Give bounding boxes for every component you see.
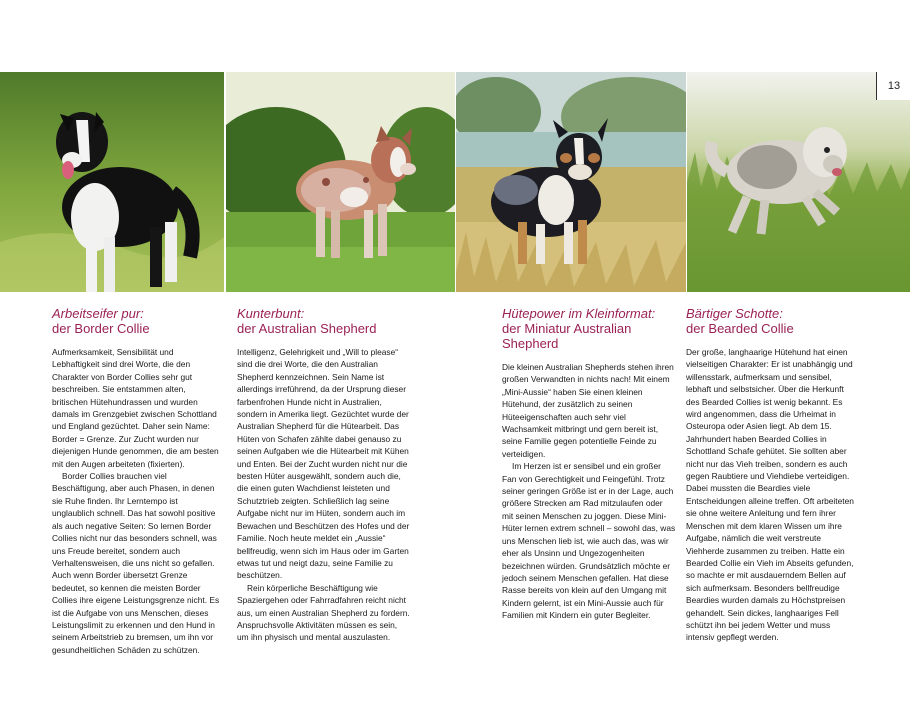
page-number: 13 xyxy=(876,72,910,100)
paragraph: Aufmerksamkeit, Sensibilität und Lebhaftigkeit sind drei Worte, die den Charakter von Border Collies sehr gut beschreiben. Sie entstammen alten, britischen Hütehundrassen und wurden damals im Grenzgebiet zwischen Schottland und England gezüchtet. Daher sein Name: Border = Grenze. Zur Zucht wurden nur diejenigen Hunde genommen, die am besten mit den Augen arbeiteten (fixierten). xyxy=(52,347,219,469)
section-body xyxy=(686,346,858,644)
heading-line-1: Bärtiger Schotte: xyxy=(686,306,783,321)
paragraph: Intelligenz, Gelehrigkeit und „Will to please“ sind die drei Worte, die den Australian Shepherd kennzeichnen. Sein Name ist allerdings irreführend, da der Ursprung dieser farbenfrohen Hunde nicht in Australien, sondern in Amerika liegt. Gezüchtet wurde der Australian Shepherd für die Hütearbeit. Das Hüten von Schafen zählte dabei genauso zu seinen Aufgaben wie die Hütearbeit mit Kühen und Enten. Bei der Zucht wurden nicht nur die besten Hüter ausgewählt, sondern auch die, die einen guten Wachdienst leisteten und Schutztrieb zeigten. Schließlich lag seine Aufgabe nicht nur im Hüten, sondern auch im Bewachen und Beschützen des Hofes und der Familie. Noch heute meldet ein „Aussie“ bellfreudig, wenn sich im Haus oder im Garten etwas tut und neigt dazu, seine Familie zu beschützen. xyxy=(237,347,410,581)
section-heading xyxy=(686,306,858,336)
australian-shepherd-photo xyxy=(226,72,455,292)
section-body xyxy=(502,361,676,622)
paragraph: Die kleinen Australian Shepherds stehen ihren großen Verwandten in nichts nach! Mit einem „Mini-Aussie“ haben Sie einen kleinen Hütehund, der zusätzlich zu seinen Hüteeigenschaften auch sehr viel Wachsamkeit mitbringt und gern bereit ist, seine Familie gegen potentielle Feinde zu verteidigen. xyxy=(502,362,674,459)
paragraph: Der große, langhaarige Hütehund hat einen vielseitigen Charakter: Er ist unabhängig und willensstark, aufmerksam und sensibel, lebhaft und selbstsicher. Über die Herkunft des Bearded Collies ist wenig bekannt. Es wird angenommen, dass die Urheimat in Osteuropa oder Asien liegt. Ab dem 15. Jahrhundert haben Bearded Collies in Schottland Schafe gehütet. Sie sollten aber nicht nur das Vieh treiben, sondern es auch gegen Raubtiere und Viehdiebe verteidigen. Dabei mussten die Beardies viele Entscheidungen alleine treffen. Oft arbeiteten sie ohne weitere Anleitung und fern ihrer Menschen mit dem klaren Wissen um ihre Aufgabe, nämlich die weit verstreute Viehherde zusammen zu treiben. Hatte ein Bearded Collie ein Vieh im Abseits gefunden, so machte er mit ausdauerndem Bellen auf sich aufmerksam. Besonders bellfreudige Beardies wurden damals zu Höchstpreisen gehandelt. Sein dickes, langhaariges Fell schützt ihn bei jedem Wetter und muss intensiv gepflegt werden. xyxy=(686,347,854,643)
section-heading xyxy=(52,306,222,336)
section-australian-shepherd xyxy=(237,306,410,644)
paragraph: Im Herzen ist er sensibel und ein großer Fan von Gerechtigkeit und Feingefühl. Trotz seiner geringen Größe ist er in der Lage, auch größere Strecken am Rad mitzulaufen oder mit seinen Menschen zu joggen. Diese Mini-Hüter lernen extrem schnell – sowohl das, was uns Menschen lieb ist, wie auch das, was wir eher als Unsinn und Ungezogenheiten bezeichnen würden. Grundsätzlich möchte er jedoch seinem Menschen gefallen. Hat diese Rasse bereits von klein auf den Umgang mit Kindern gelernt, ist ein Mini-Aussie auch für Familien mit Kindern ein guter Begleiter. xyxy=(502,461,676,621)
heading-line-2: der Bearded Collie xyxy=(686,321,794,336)
heading-line-1: Kunterbunt: xyxy=(237,306,305,321)
section-miniature-australian-shepherd xyxy=(502,306,676,622)
section-border-collie xyxy=(52,306,222,656)
heading-line-2: der Miniatur Australian Shepherd xyxy=(502,321,632,351)
paragraph: Rein körperliche Beschäftigung wie Spaziergehen oder Fahrradfahren reicht nicht aus, um einen Australian Shepherd zu fordern. Anspruchsvolle Aktivitäten müssen es sein, um ihn physisch und mental auszulasten. xyxy=(237,582,410,643)
section-heading xyxy=(502,306,676,351)
heading-line-1: Arbeitseifer pur: xyxy=(52,306,144,321)
border-collie-photo xyxy=(0,72,224,292)
section-heading xyxy=(237,306,410,336)
section-body xyxy=(52,346,222,656)
bearded-collie-photo xyxy=(687,72,910,292)
miniature-australian-shepherd-photo xyxy=(456,72,686,292)
heading-line-2: der Australian Shepherd xyxy=(237,321,377,336)
heading-line-2: der Border Collie xyxy=(52,321,150,336)
paragraph: Border Collies brauchen viel Beschäftigung, aber auch Phasen, in denen sie Ruhe finden. Ihr Lerntempo ist unglaublich schnell. Das hat sowohl positive als auch negative Seiten: So lernen Border Collies nicht nur das besonders schnell, was uns Freude bereitet, sondern auch Verhaltensweisen, die uns nicht so gefallen. Auch wenn Border übersetzt Grenze bedeutet, so kennen die meisten Border Collies ihre eigene Leistungsgrenze nicht. Es ist die Aufgabe von uns Menschen, dieses Leistungslimit zu erkennen und den Hund in seinem Arbeitstrieb zu bremsen, um ihn vor gesundheitlichen Schäden zu schützen. xyxy=(52,471,220,655)
section-bearded-collie xyxy=(686,306,858,644)
section-body xyxy=(237,346,410,644)
heading-line-1: Hütepower im Kleinformat: xyxy=(502,306,656,321)
